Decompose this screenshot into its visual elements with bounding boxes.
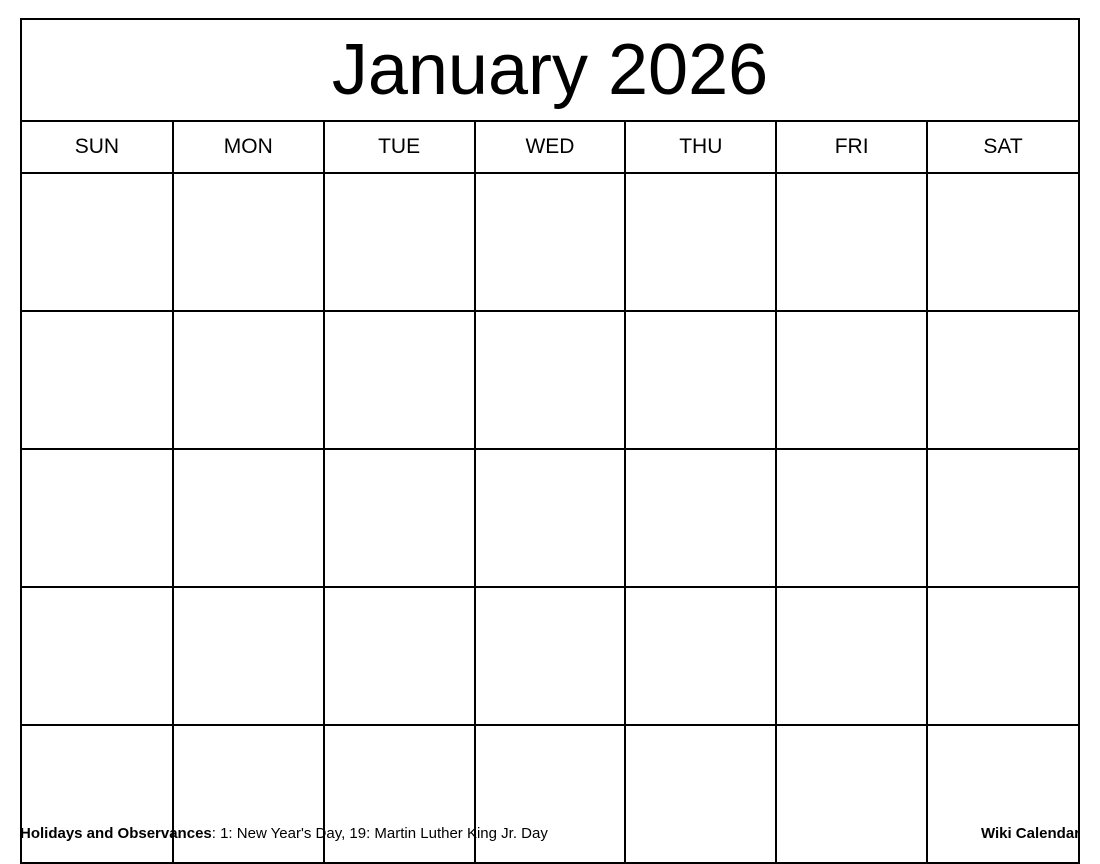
month-title: January 2026 [331,30,769,110]
calendar-day-cell[interactable] [776,311,927,449]
calendar-week-row [22,311,1078,449]
calendar-day-cell[interactable] [625,449,776,587]
calendar-day-cell[interactable] [22,587,173,725]
calendar-frame [20,18,1080,864]
calendar-day-cell[interactable] [776,587,927,725]
holidays-list: 1: New Year's Day, 19: Martin Luther King Jr. Day [220,824,548,842]
brand-label: Wiki Calendar [980,824,1080,842]
calendar-day-cell[interactable] [927,311,1078,449]
calendar-day-cell[interactable] [173,449,324,587]
calendar-day-cell[interactable] [324,587,475,725]
weekday-header-sun: SUN [22,122,173,173]
calendar-week-row [22,587,1078,725]
weekday-header-tue: TUE [324,122,475,173]
holidays-note [20,825,548,842]
calendar-day-cell[interactable] [324,449,475,587]
weekday-header-thu: THU [625,122,776,173]
calendar-day-cell[interactable] [475,449,626,587]
holidays-label: Holidays and Observances [20,824,212,842]
calendar-day-cell[interactable] [173,311,324,449]
calendar-title-row [22,20,1078,122]
footer [20,821,1080,845]
calendar-week-row [22,449,1078,587]
calendar-day-cell[interactable] [22,449,173,587]
weekday-header-fri: FRI [776,122,927,173]
weekday-header-wed: WED [475,122,626,173]
calendar-day-cell[interactable] [625,311,776,449]
calendar-day-cell[interactable] [927,173,1078,311]
calendar-day-cell[interactable] [324,173,475,311]
calendar-week-row [22,173,1078,311]
calendar-day-cell[interactable] [927,587,1078,725]
calendar-day-cell[interactable] [22,311,173,449]
calendar-day-cell[interactable] [173,587,324,725]
calendar-body [22,173,1078,862]
calendar-day-cell[interactable] [475,587,626,725]
calendar-day-cell[interactable] [927,449,1078,587]
holidays-separator: : [211,824,221,842]
calendar-grid [22,122,1078,862]
calendar-day-cell[interactable] [625,587,776,725]
calendar-day-cell[interactable] [173,173,324,311]
calendar-day-cell[interactable] [776,449,927,587]
weekday-header-mon: MON [173,122,324,173]
calendar-header-row [22,122,1078,173]
weekday-header-sat: SAT [927,122,1078,173]
calendar-day-cell[interactable] [776,173,927,311]
calendar-day-cell[interactable] [324,311,475,449]
calendar-day-cell[interactable] [475,173,626,311]
calendar-day-cell[interactable] [625,173,776,311]
calendar-day-cell[interactable] [22,173,173,311]
calendar-day-cell[interactable] [475,311,626,449]
